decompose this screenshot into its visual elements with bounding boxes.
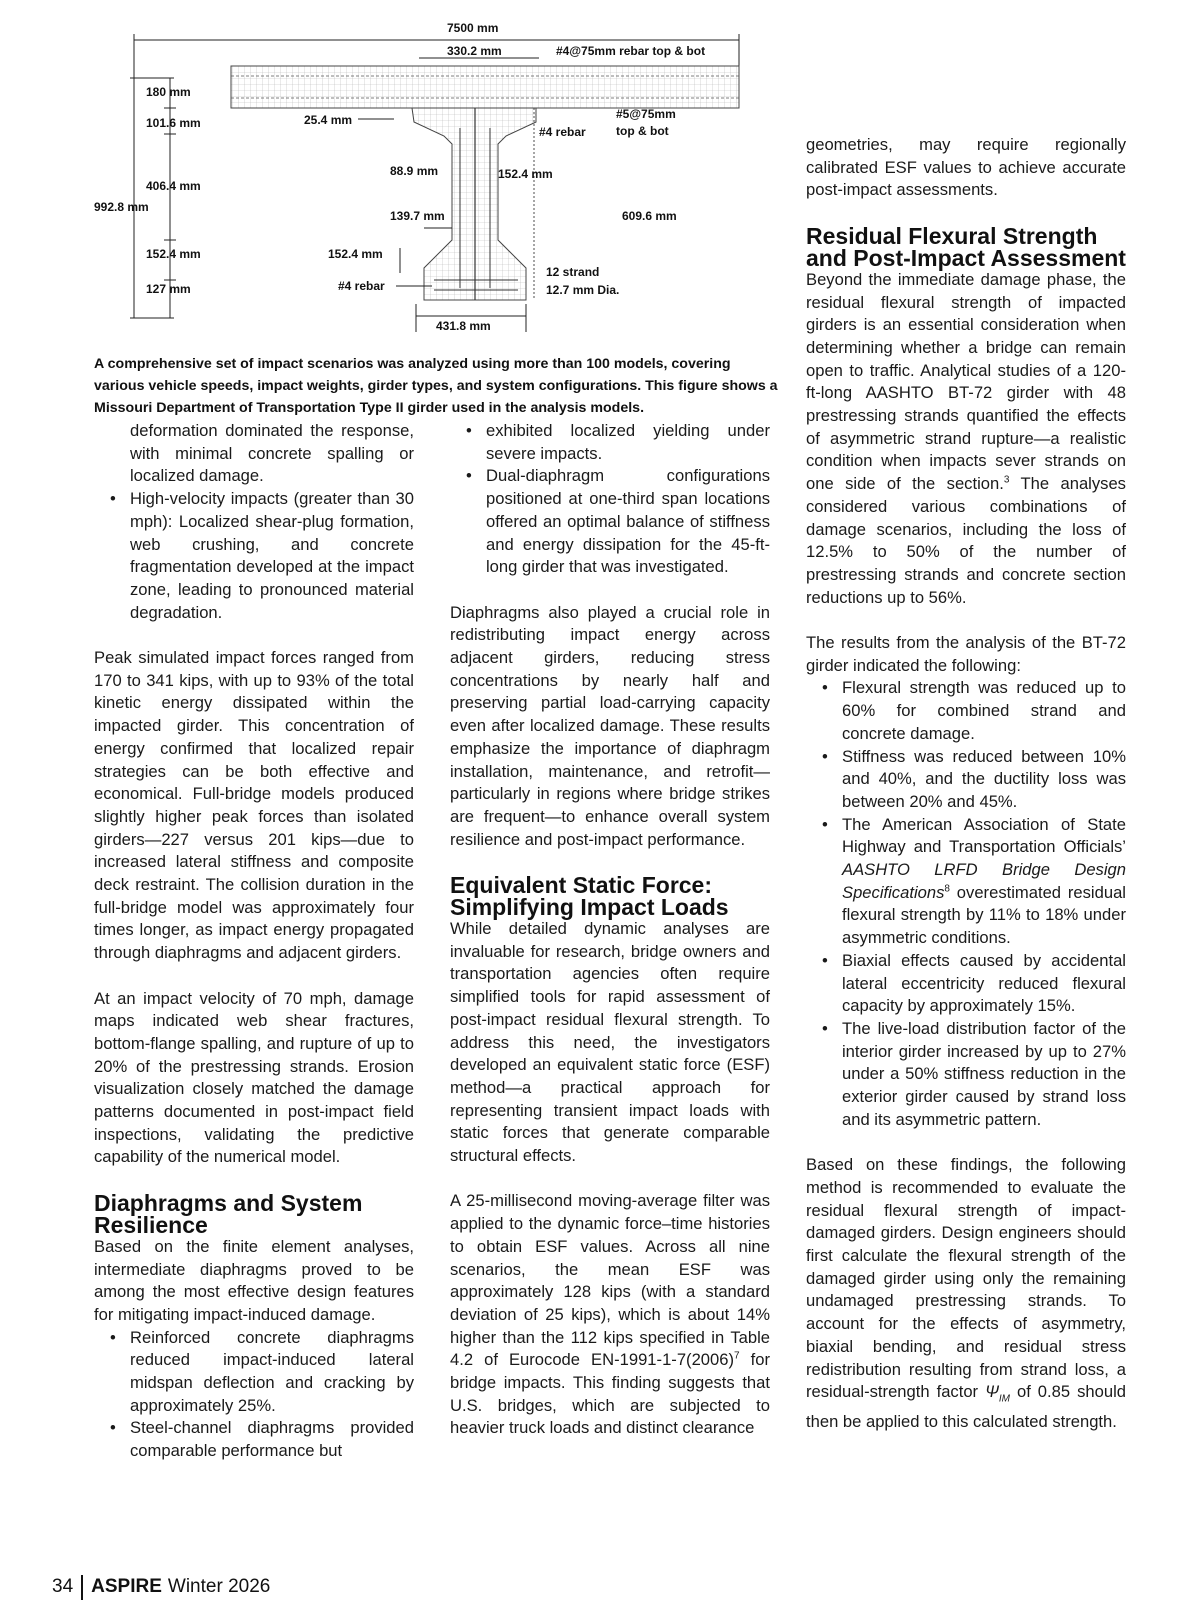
section-heading: Equivalent Static Force: Simplifying Impact Loads xyxy=(450,872,729,921)
column-1 xyxy=(94,420,414,1463)
label-web-top: 330.2 mm xyxy=(447,44,502,58)
section-heading: Diaphragms and System Resilience xyxy=(94,1189,363,1238)
paragraph: Diaphragms also played a crucial role in redistributing impact energy across adjacent girders, reducing stress concentrations by nearly half and preserving partial load-carrying capacity even after localized damage. These results emphasize the importance of diaphragm installation, maintenance, and retrofit—particularly in regions where bridge strikes are frequent—to enhance overall system resilience and post-impact performance. xyxy=(450,602,770,849)
label-609: 609.6 mm xyxy=(622,209,677,223)
paragraph: geometries, may require regionally calibrated ESF values to achieve accurate post-impact assessments. xyxy=(806,135,1126,200)
paragraph: Based on these findings, the following method is recommended to evaluate the residual flexural strength of impact-damaged girders. Design engineers should first calculate the flexural strength of the damaged girder using only the remaining undamaged prestressing strands. To account for the effects of asymmetry, biaxial bending, and residual stress redistribution resulting from strand loss, a residual-strength factor $\Psi_{IM}$ of 0.85 should then be applied to this calculated strength. xyxy=(806,1155,1126,1432)
label-127: 127 mm xyxy=(146,282,191,296)
label-25: 25.4 mm xyxy=(304,113,353,127)
label-152-web: 152.4 mm xyxy=(498,167,553,181)
footer-divider xyxy=(81,1575,83,1600)
issue-name: Winter 2026 xyxy=(167,1576,271,1597)
list-item: • Dual-diaphragm configurations positioned at one-third span locations offered an optimal balance of stiffness and energy dissipation for the 45-ft-long girder that was investigated. xyxy=(450,465,770,579)
col3-bullets xyxy=(806,677,1126,1131)
label-152-mid: 152.4 mm xyxy=(328,247,383,261)
page-footer xyxy=(52,1574,270,1600)
deck-slab xyxy=(231,66,739,108)
paragraph: Peak simulated impact forces ranged from 170 to 341 kips, with up to 93% of the total kinetic energy dissipated within the impacted girder. This concentration of energy confirmed that localized repair strategies can be both effective and economical. Full-bridge models produced slightly higher peak forces than isolated girders—227 versus 201 kips—due to increased lateral stiffness and composite deck restraint. The collision duration in the full-bridge model was approximately four times longer, as impact energy propagated through diaphragms and adjacent girders. xyxy=(94,648,414,963)
col1-bullets xyxy=(94,1327,414,1463)
list-item: • Stiffness was reduced between 10% and 40%, and the ductility loss was between 20% and 45%. xyxy=(806,746,1126,814)
label-rebar5-a: #5@75mm xyxy=(616,107,676,121)
list-item: • Steel-channel diaphragms provided comparable performance but xyxy=(94,1417,414,1462)
label-431: 431.8 mm xyxy=(436,319,491,333)
list-item: • Flexural strength was reduced up to 60% for combined strand and concrete damage. xyxy=(806,677,1126,745)
label-total-width: 7500 mm xyxy=(447,21,499,35)
list-item: • The live-load distribution factor of the interior girder increased by up to 27% under a 50% stiffness reduction in the exterior girder caused by strand loss and its asymmetric pattern. xyxy=(806,1018,1126,1132)
paragraph: Beyond the immediate damage phase, the residual flexural strength of impacted girders is an essential consideration when determining whether a bridge can remain open to traffic. Analytical studies of a 120-ft-long AASHTO BT-72 girder with 48 prestressing strands quantified the effects of asymmetric strand rupture—a realistic condition when impacts sever strands on one side of the section.$^3$ The analyses considered various combinations of damage scenarios, including the loss of 12.5% to 50% of the number of prestressing strands and concrete section reductions up to 56%. xyxy=(806,269,1126,607)
list-item: • High-velocity impacts (greater than 30 mph): Localized shear-plug formation, web crushing, and concrete fragmentation developed at the impact zone, leading to pronounced material degradation. xyxy=(94,488,414,624)
paragraph: Based on the finite element analyses, intermediate diaphragms proved to be among the most effective design features for mitigating impact-induced damage. xyxy=(94,1236,414,1324)
paragraph: At an impact velocity of 70 mph, damage maps indicated web shear fractures, bottom-flange spalling, and rupture of up to 20% of the prestressing strands. Erosion visualization closely matched the damage patterns documented in post-impact field inspections, validating the predictive capability of the numerical model. xyxy=(94,988,414,1167)
section-heading: Residual Flexural Strength and Post-Impact Assessment xyxy=(806,222,1126,271)
girder-diagram xyxy=(94,18,784,348)
paragraph: The results from the analysis of the BT-72 girder indicated the following: xyxy=(806,633,1126,675)
label-rebar5-b: top & bot xyxy=(616,124,669,138)
label-strand-b: 12.7 mm Dia. xyxy=(546,283,620,297)
list-item: • The American Association of State Highway and Transportation Officials’ AASHTO LRFD Bridge Design Specifications$^8$ overestimated residual flexural strength by 11% to 18% under asymmetric conditions. xyxy=(806,814,1126,950)
column-2 xyxy=(450,420,770,1463)
col1-bullets-cont xyxy=(94,420,414,624)
label-152-left: 152.4 mm xyxy=(146,247,201,261)
list-item: • Biaxial effects caused by accidental lateral eccentricity reduced flexural capacity by approximately 15%. xyxy=(806,950,1126,1018)
label-rebar4-bot: #4 rebar xyxy=(338,279,385,293)
label-101: 101.6 mm xyxy=(146,116,201,130)
column-3 xyxy=(806,134,1126,1457)
list-item: • Reinforced concrete diaphragms reduced impact-induced lateral midspan deflection and cracking by approximately 25%. xyxy=(94,1327,414,1418)
girder-cross-section-figure xyxy=(94,18,784,348)
figure-caption xyxy=(94,353,780,419)
label-139: 139.7 mm xyxy=(390,209,445,223)
list-item: • exhibited localized yielding under severe impacts. xyxy=(450,420,770,465)
label-992: 992.8 mm xyxy=(94,200,149,214)
page-number: 34 xyxy=(52,1576,74,1597)
label-rebar4-top: #4 rebar xyxy=(539,125,586,139)
caption-text: A comprehensive set of impact scenarios was analyzed using more than 100 models, covering various vehicle speeds, impact weights, girder types, and system configurations. This figure shows a Missouri Department of Transportation Type II girder used in the analysis models. xyxy=(94,356,778,416)
magazine-name: ASPIRE xyxy=(91,1576,162,1597)
label-rebar-top: #4@75mm rebar top & bot xyxy=(556,44,706,58)
label-180: 180 mm xyxy=(146,85,191,99)
col2-bullets xyxy=(450,420,770,579)
label-88: 88.9 mm xyxy=(390,164,439,178)
girder-section xyxy=(412,108,536,300)
paragraph: While detailed dynamic analyses are invaluable for research, bridge owners and transportation agencies often require simplified tools for rapid assessment of post-impact residual flexural strength. To address this need, the investigators developed an equivalent static force (ESF) method—a practical approach for representing transient impact loads with static forces that generate comparable structural effects. xyxy=(450,919,770,1166)
label-406: 406.4 mm xyxy=(146,179,201,193)
paragraph: A 25-millisecond moving-average filter was applied to the dynamic force–time histories to obtain ESF values. Across all nine scenarios, the mean ESF was approximately 128 kips (with a standard deviation of 25 kips), which is about 14% higher than the 112 kips specified in Table 4.2 of Eurocode $EN-1991-1-7(2006)^7$ for bridge impacts. This finding suggests that U.S. bridges, which are subjected to heavier truck loads and distinct clearance xyxy=(450,1191,770,1438)
label-strand-a: 12 strand xyxy=(546,265,600,279)
list-item: deformation dominated the response, with minimal concrete spalling or localized damage. xyxy=(130,421,414,486)
